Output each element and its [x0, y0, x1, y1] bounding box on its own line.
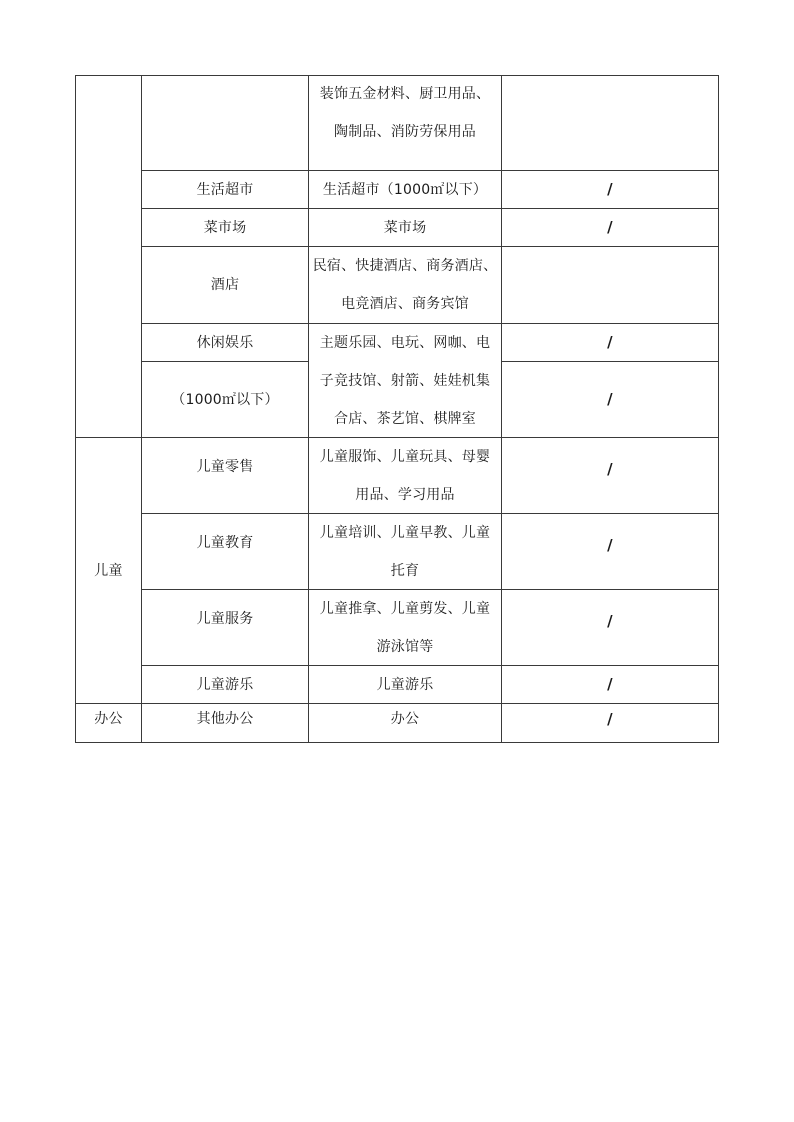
table-cell-category: 儿童 — [94, 562, 123, 579]
table-cell-detail: 民宿、快捷酒店、商务酒店、 电竞酒店、商务宾馆 — [312, 258, 498, 312]
table-cell-detail: 装饰五金材料、厨卫用品、 陶制品、消防劳保用品 — [319, 86, 491, 140]
table-cell-category: 办公 — [94, 711, 123, 727]
table-cell-subcategory: 休闲娱乐 — [196, 335, 254, 351]
table-cell-detail: 办公 — [390, 711, 420, 727]
table-cell-subcategory: 酒店 — [210, 277, 240, 293]
table-cell-detail: 主题乐园、电玩、网咖、电 子竞技馆、射箭、娃娃机集 合店、茶艺馆、棋牌室 — [319, 335, 491, 427]
table-cell-subcategory: 菜市场 — [203, 220, 247, 236]
table-cell-subcategory: 生活超市 — [196, 182, 254, 198]
table-cell-mark: / — [607, 180, 613, 198]
classification-table — [75, 75, 719, 743]
table-cell-mark: / — [607, 675, 613, 693]
table-cell-mark: / — [607, 390, 613, 408]
table-cell-mark: / — [607, 460, 613, 478]
table-cell-subcategory: 儿童游乐 — [196, 677, 254, 693]
table-cell-mark: / — [607, 710, 613, 728]
table-cell-detail: 儿童培训、儿童早教、儿童 托育 — [319, 525, 491, 579]
table-cell-mark: / — [607, 333, 613, 351]
table-cell-mark: / — [607, 218, 613, 236]
table-cell-mark: / — [607, 536, 613, 554]
table-cell-subcategory: 其他办公 — [196, 711, 254, 727]
table-cell-subcategory: 儿童服务 — [196, 610, 254, 627]
table-cell-subcategory: 儿童零售 — [196, 458, 254, 475]
table-cell-detail: 生活超市（1000㎡以下） — [322, 182, 488, 198]
table-cell-detail: 儿童游乐 — [376, 677, 434, 693]
table-cell-mark: / — [607, 612, 613, 630]
table-cell-subcategory: 儿童教育 — [196, 534, 254, 551]
table-cell-subcategory: （1000㎡以下） — [171, 391, 279, 408]
table-cell-detail: 儿童推拿、儿童剪发、儿童 游泳馆等 — [319, 601, 491, 655]
table-cell-detail: 菜市场 — [383, 220, 427, 236]
table-cell-detail: 儿童服饰、儿童玩具、母婴 用品、学习用品 — [319, 449, 491, 503]
